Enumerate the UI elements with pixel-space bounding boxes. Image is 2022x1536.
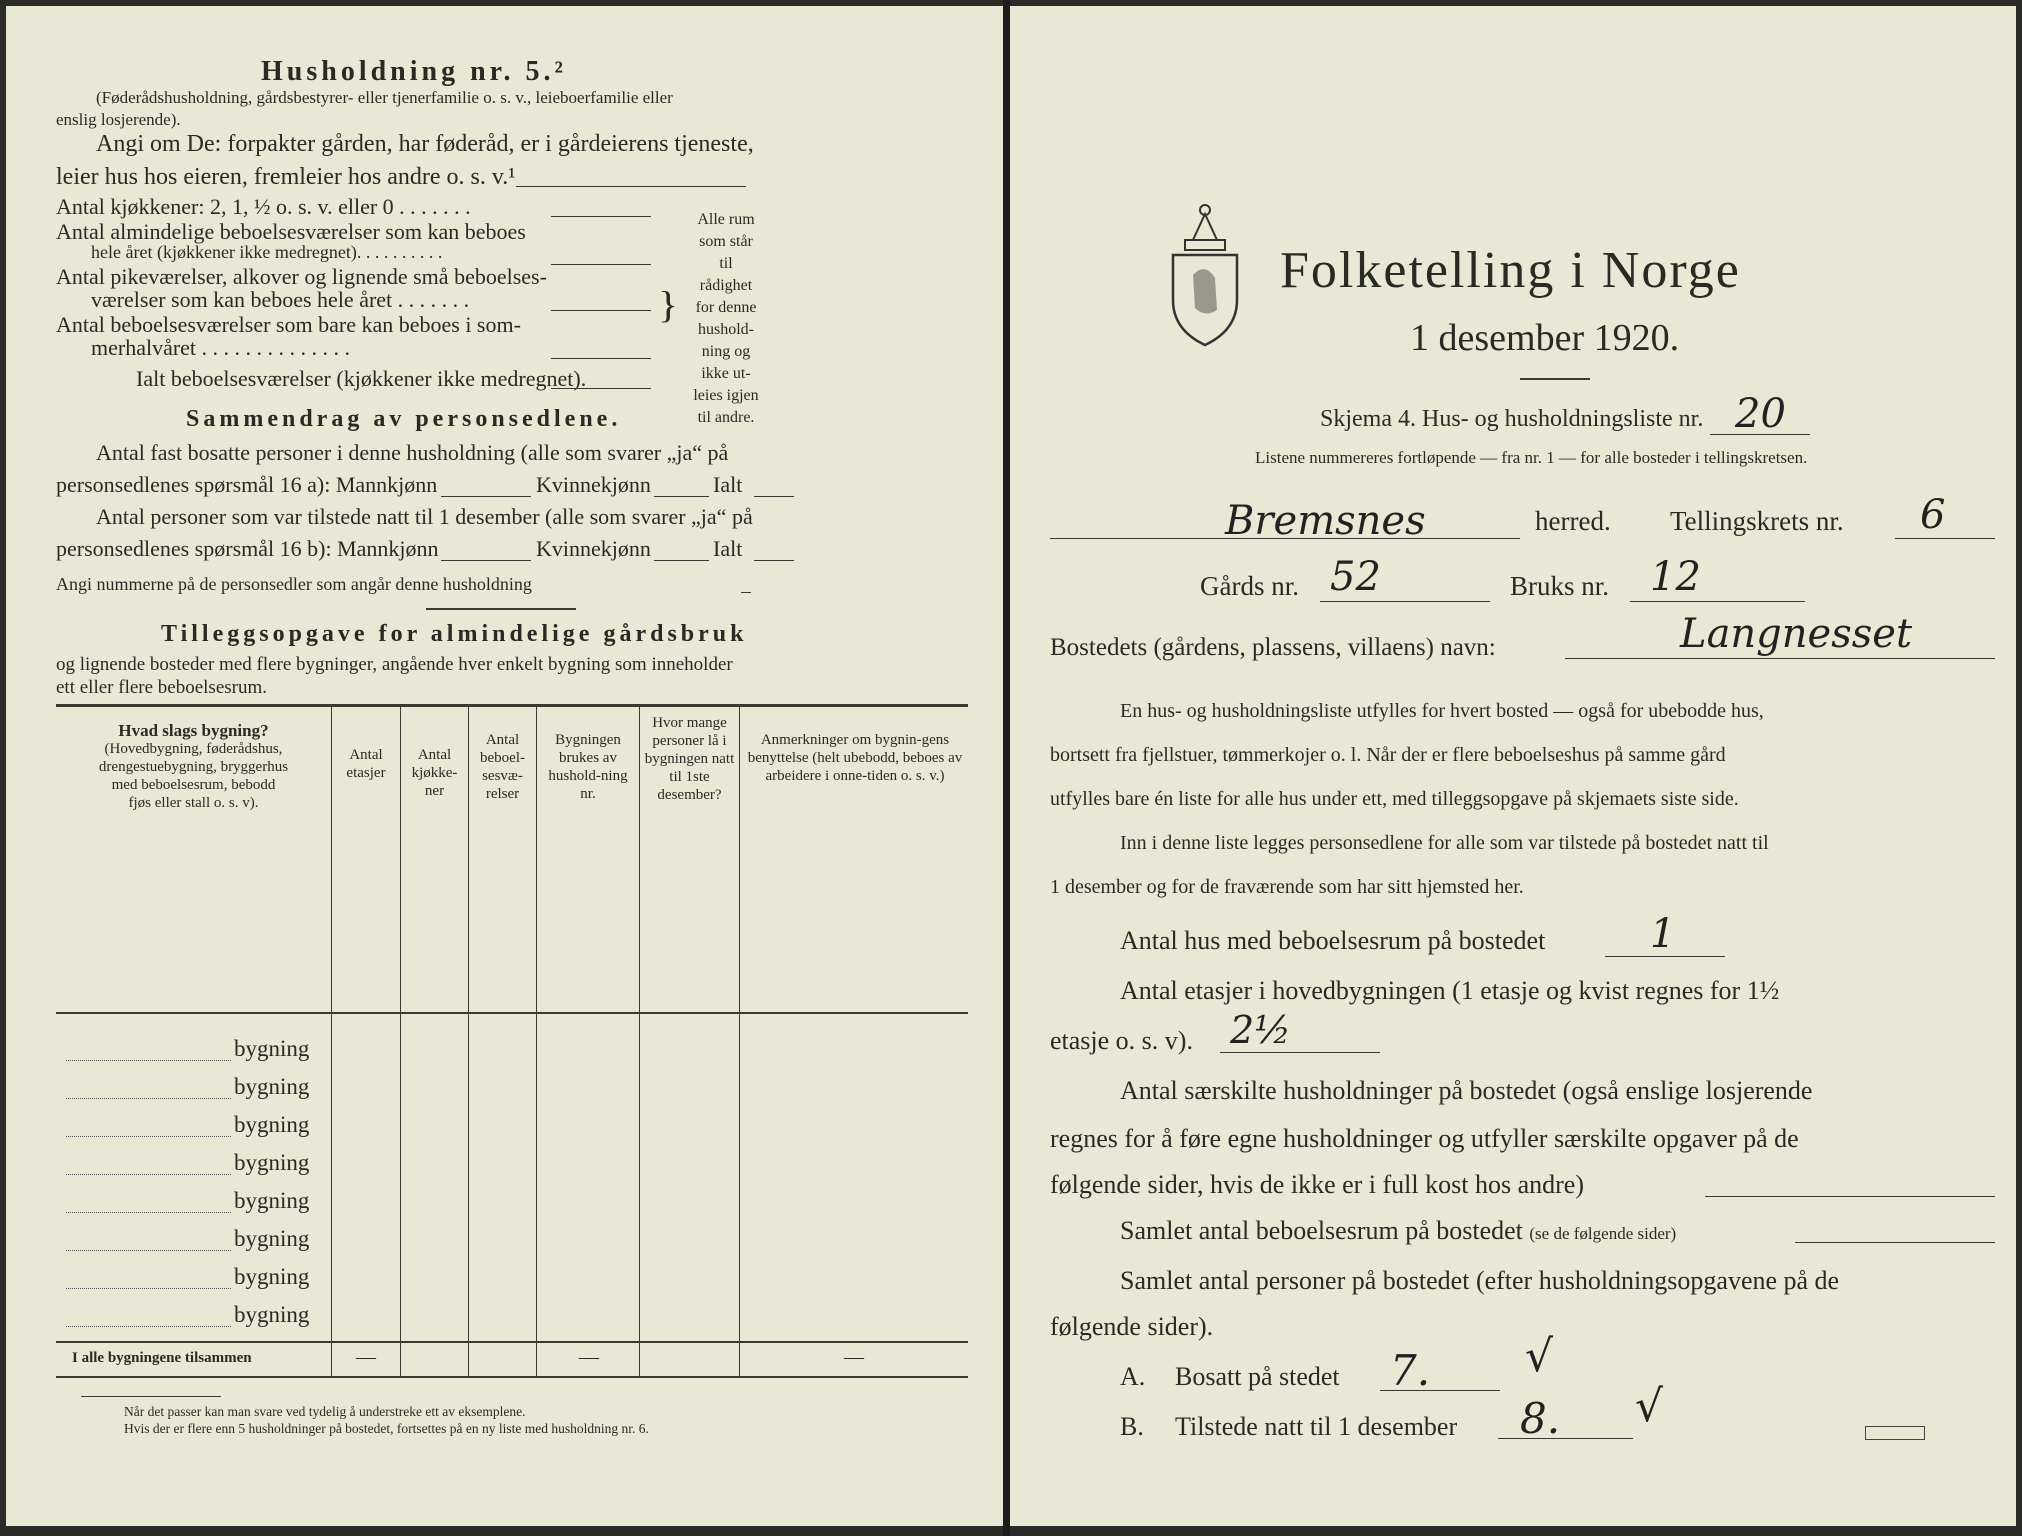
total-dash: —	[356, 1346, 376, 1368]
skjema-number-field	[1710, 434, 1810, 435]
a-field	[1380, 1390, 1500, 1391]
b-field	[1498, 1438, 1633, 1439]
sommer-line1: Antal beboelsesværelser som bare kan beboes i som-	[56, 312, 521, 337]
s1-ialt-field	[754, 496, 794, 497]
s1-kvinne-label: Kvinnekjønn	[536, 472, 651, 497]
row-fill-line	[66, 1250, 231, 1251]
husholdninger-field	[1705, 1196, 1995, 1197]
table-col-sep	[639, 706, 640, 1376]
info-line5: 1 desember og for de fraværende som har sitt hjemsted her.	[1050, 876, 1524, 898]
skjema-label: Skjema 4. Hus- og husholdningsliste nr.	[1320, 406, 1704, 432]
s1-mann-field	[441, 496, 531, 497]
sammendrag-line1b: personsedlenes spørsmål 16 a): Mannkjønn	[56, 472, 438, 497]
alm-line1: Antal almindelige beboelsesværelser som kan beboes	[56, 219, 526, 244]
bruks-field	[1630, 601, 1805, 602]
footnote1: Når det passer kan man svare ved tydelig å understreke ett av eksemplene.	[124, 1404, 526, 1419]
samlet-rum-field	[1795, 1242, 1995, 1243]
table-col-sep	[468, 706, 469, 1376]
s2-kvinne-field	[654, 560, 709, 561]
section-divider	[426, 608, 576, 610]
row-fill-line	[66, 1136, 231, 1137]
sammendrag-line2a: Antal personer som var tilstede natt til 1 desember (alle som svarer „ja“ på	[96, 504, 753, 529]
tillegg-title: Tilleggsopgave for almindelige gårdsbruk	[161, 621, 748, 647]
alm-field	[551, 264, 651, 265]
bruks-label: Bruks nr.	[1510, 571, 1610, 601]
household-title: Husholdning nr. 5.²	[261, 56, 567, 87]
col-header-anmerkninger: Anmerkninger om bygnin-gens benyttelse (helt ubebodd, beboes av arbeidere i onne-tiden o. s. v.)	[747, 732, 963, 784]
row-fill-line	[66, 1060, 231, 1061]
ialt-rooms-field	[551, 388, 651, 389]
table-header-rule	[56, 1012, 968, 1014]
total-dash: —	[579, 1346, 599, 1368]
husholdninger-line2: regnes for å føre egne husholdninger og utfyller særskilte opgaver på de	[1050, 1124, 1799, 1153]
tellingskrets-label: Tellingskrets nr.	[1670, 506, 1844, 536]
samlet-rum-text: Samlet antal beboelsesrum på bostedet	[1120, 1216, 1523, 1245]
side-note-line: leies igjen	[693, 387, 759, 404]
hus-label: Antal hus med beboelsesrum på bostedet	[1120, 926, 1546, 955]
side-note-line: som står til	[699, 233, 753, 272]
skjema-number: 20	[1735, 391, 1786, 437]
husholdninger-line1: Antal særskilte husholdninger på bostedet (også enslige losjerende	[1120, 1076, 1813, 1105]
side-note-line: hushold-	[698, 321, 754, 338]
total-row-label: I alle bygningene tilsammen	[72, 1350, 252, 1366]
row-label-bygning: bygning	[234, 1036, 310, 1061]
etasjer-line1: Antal etasjer i hovedbygningen (1 etasje og kvist regnes for 1½	[1120, 976, 1780, 1005]
pike-line1: Antal pikeværelser, alkover og lignende små beboelses-	[56, 264, 547, 289]
a-value: 7.	[1390, 1346, 1431, 1395]
side-note	[691, 209, 761, 429]
sammendrag-title: Sammendrag av personsedlene.	[186, 406, 622, 432]
bosted-field	[1565, 658, 1995, 659]
col-header-brukes-av: Bygningen brukes av hushold-ning nr.	[548, 732, 628, 802]
row-fill-line	[66, 1098, 231, 1099]
tellingskrets-number: 6	[1920, 492, 1946, 538]
footnote-rule	[81, 1396, 221, 1397]
col-header-kjokkener: Antal kjøkke-ner	[411, 747, 458, 799]
s2-mann-field	[441, 560, 531, 561]
s2-kvinne-label: Kvinnekjønn	[536, 536, 651, 561]
col-header-type-line: (Hovedbygning, føderådshus,	[104, 741, 283, 757]
row-fill-line	[66, 1326, 231, 1327]
side-note-line: ning og	[701, 343, 751, 360]
b-label: B.	[1120, 1412, 1144, 1441]
etasjer-value: 2½	[1230, 1008, 1292, 1052]
sommer-field	[551, 358, 651, 359]
bosted-name: Langnesset	[1680, 611, 1913, 657]
sammendrag-line1a: Antal fast bosatte personer i denne husholdning (alle som svarer „ja“ på	[96, 440, 729, 465]
col-header-vaerelser: Antal beboel-sesvæ-relser	[480, 732, 525, 802]
ialt-rooms-label: Ialt beboelsesværelser (kjøkkener ikke medregnet).	[136, 366, 587, 391]
kjokkener-label: Antal kjøkkener: 2, 1, ½ o. s. v. eller 0 . . . . . . .	[56, 194, 471, 219]
row-label-bygning: bygning	[234, 1302, 310, 1327]
table-top-rule	[56, 704, 968, 707]
alm-line2: hele året (kjøkkener ikke medregnet). . . . . . . . . .	[91, 242, 443, 262]
samlet-personer-line2: følgende sider).	[1050, 1312, 1214, 1341]
bosted-label: Bostedets (gårdens, plassens, villaens) navn:	[1050, 634, 1496, 661]
s1-ialt-label: Ialt	[713, 472, 743, 497]
info-line1: En hus- og husholdningsliste utfylles for hvert bosted — også for ubebodde hus,	[1120, 700, 1764, 722]
pike-field	[551, 310, 651, 311]
samlet-rum-label	[1120, 1216, 1676, 1246]
household-intro-line2: enslig losjerende).	[56, 110, 181, 129]
a-text: Bosatt på stedet	[1175, 1362, 1340, 1391]
hus-value: 1	[1650, 911, 1676, 957]
norway-coat-of-arms-icon	[1165, 200, 1245, 350]
col-header-type-title: Hvad slags bygning?	[118, 721, 269, 740]
row-fill-line	[66, 1212, 231, 1213]
samlet-personer-line1: Samlet antal personer på bostedet (efter husholdningsopgavene på de	[1120, 1266, 1840, 1295]
b-checkmark-icon: √	[1635, 1381, 1664, 1432]
brace-icon: }	[658, 285, 679, 327]
left-page	[6, 6, 1003, 1526]
total-dash: —	[844, 1346, 864, 1368]
household-intro-line1: (Føderådshusholdning, gårdsbestyrer- eller tjenerfamilie o. s. v., leieboerfamilie eller	[96, 88, 673, 107]
s2-ialt-label: Ialt	[713, 536, 743, 561]
angi-line1: Angi om De: forpakter gården, har føderåd, er i gårdeierens tjeneste,	[96, 131, 754, 157]
angi-line2: leier hus hos eieren, fremleier hos andre o. s. v.¹	[56, 164, 516, 190]
row-fill-line	[66, 1174, 231, 1175]
table-col-sep	[400, 706, 401, 1376]
col-header-type-line: med beboelsesrum, bebodd	[111, 777, 276, 793]
table-col-sep	[739, 706, 740, 1376]
side-note-line: Alle rum	[697, 211, 755, 228]
herred-field	[1050, 538, 1520, 539]
table-col-sep	[536, 706, 537, 1376]
side-note-line: for denne	[695, 299, 757, 316]
table-bottom-rule	[56, 1376, 968, 1378]
row-label-bygning: bygning	[234, 1074, 310, 1099]
b-value: 8.	[1520, 1394, 1561, 1443]
nummerne-field	[741, 592, 751, 593]
sammendrag-line2b: personsedlenes spørsmål 16 b): Mannkjønn	[56, 536, 439, 561]
title-divider	[1520, 378, 1590, 380]
footnote2: Hvis der er flere enn 5 husholdninger på bostedet, fortsettes på en ny liste med husholdning nr. 6.	[124, 1421, 649, 1436]
tillegg-line2: ett eller flere beboelsesrum.	[56, 677, 268, 698]
side-note-line: ikke ut-	[701, 365, 751, 382]
census-date: 1 desember 1920.	[1410, 317, 1680, 359]
row-label-bygning: bygning	[234, 1112, 310, 1137]
col-header-etasjer: Antal etasjer	[346, 747, 386, 781]
col-header-type	[61, 722, 326, 812]
hus-field	[1605, 956, 1725, 957]
col-header-type-line: drengestuebygning, bryggerhus	[98, 759, 289, 775]
listene-note: Listene nummereres fortløpende — fra nr. 1 — for alle bosteder i tellingskretsen.	[1255, 448, 1808, 467]
side-note-line: rådighet	[699, 277, 753, 294]
gards-label: Gårds nr.	[1200, 571, 1299, 601]
col-header-type-line: fjøs eller stall o. s. v).	[128, 795, 259, 811]
sommer-line2: merhalvåret . . . . . . . . . . . . . .	[91, 335, 351, 360]
row-fill-line	[66, 1288, 231, 1289]
bruks-number: 12	[1650, 554, 1701, 600]
right-page	[1010, 6, 2016, 1526]
gards-field	[1320, 601, 1490, 602]
tillegg-line1: og lignende bosteder med flere bygninger, angående hver enkelt bygning som inneholder	[56, 654, 733, 675]
printer-stamp	[1865, 1426, 1925, 1440]
census-title: Folketelling i Norge	[1280, 242, 1741, 299]
tellingskrets-field	[1895, 538, 1995, 539]
b-text: Tilstede natt til 1 desember	[1175, 1412, 1458, 1441]
info-line4: Inn i denne liste legges personsedlene for alle som var tilstede på bostedet natt til	[1120, 832, 1769, 854]
herred-label: herred.	[1535, 506, 1611, 536]
book-spine	[1003, 0, 1010, 1536]
a-checkmark-icon: √	[1525, 1331, 1554, 1382]
herred-name: Bremsnes	[1225, 498, 1426, 544]
row-label-bygning: bygning	[234, 1264, 310, 1289]
side-note-line: til andre.	[697, 409, 755, 426]
etasjer-field	[1220, 1052, 1380, 1053]
a-label: A.	[1120, 1362, 1146, 1391]
husholdninger-line3: følgende sider, hvis de ikke er i full kost hos andre)	[1050, 1170, 1584, 1199]
samlet-rum-note: (se de følgende sider)	[1529, 1224, 1677, 1243]
row-label-bygning: bygning	[234, 1226, 310, 1251]
s1-kvinne-field	[654, 496, 709, 497]
nummerne-label: Angi nummerne på de personsedler som angår denne husholdning	[56, 574, 532, 594]
gards-number: 52	[1330, 554, 1381, 600]
row-label-bygning: bygning	[234, 1150, 310, 1175]
table-total-rule	[56, 1341, 968, 1343]
table-col-sep	[331, 706, 332, 1376]
s2-ialt-field	[754, 560, 794, 561]
info-line3: utfylles bare én liste for alle hus under ett, med tilleggsopgave på skjemaets siste side.	[1050, 788, 1739, 810]
info-line2: bortsett fra fjellstuer, tømmerkojer o. l. Når der er flere beboelseshus på samme gård	[1050, 744, 1726, 766]
col-header-personer: Hvor mange personer lå i bygningen natt til 1ste desember?	[644, 715, 735, 803]
angi-fill-line	[516, 186, 746, 187]
row-label-bygning: bygning	[234, 1188, 310, 1213]
etasjer-line2: etasje o. s. v).	[1050, 1026, 1193, 1055]
pike-line2: værelser som kan beboes hele året . . . . . . .	[91, 287, 470, 312]
kjokkener-field	[551, 216, 651, 217]
